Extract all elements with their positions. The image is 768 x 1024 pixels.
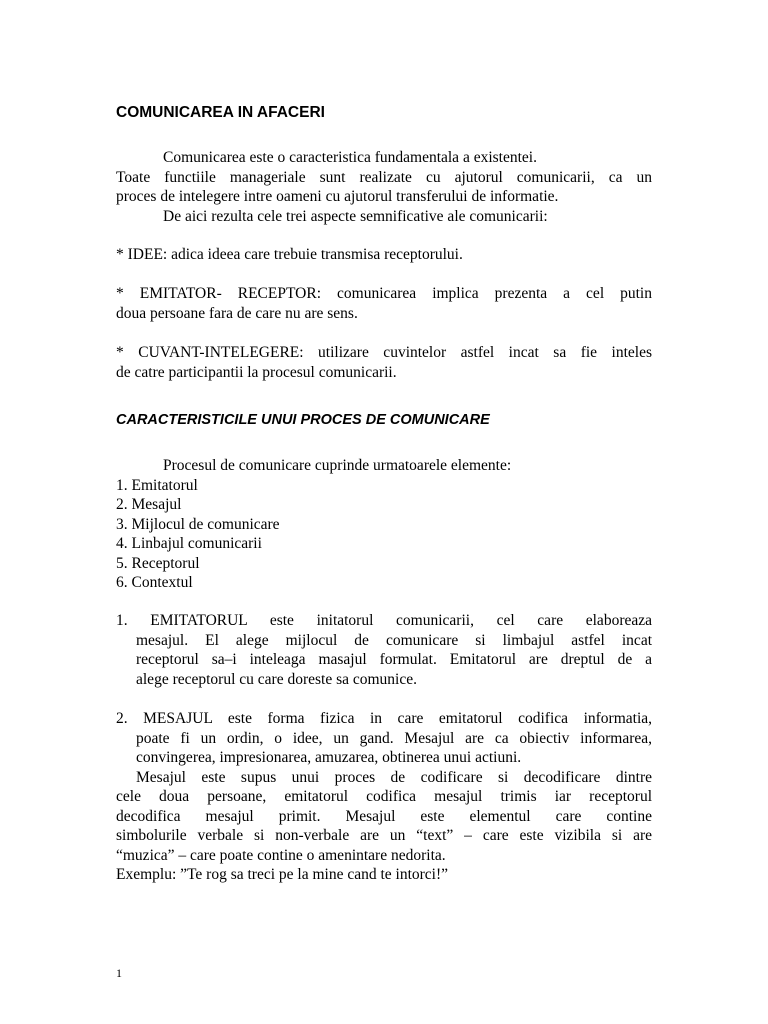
list-item: 1. Emitatorul (116, 476, 198, 494)
paragraph-line: 1. EMITATORUL este initatorul comunicarii, cel care elaboreaza (116, 612, 652, 629)
intro-paragraph (116, 148, 652, 226)
paragraph-line: alege receptorul cu care doreste sa comunice. (136, 670, 417, 688)
list-item: 2. Mesajul (116, 496, 182, 513)
section-heading: CARACTERISTICILE UNUI PROCES DE COMUNICARE (116, 412, 490, 428)
intro-line: De aici rezulta cele trei aspecte semnificative ale comunicarii: (163, 207, 548, 225)
aspect-emitator-receptor (116, 284, 652, 323)
list-item: 4. Linbajul comunicarii (116, 535, 262, 552)
mesajul-paragraph (116, 709, 652, 885)
paragraph-line: cele doua persoane, emitatorul codifica mesajul trimis iar receptorul (116, 788, 652, 805)
aspect-cuvant-intelegere (116, 343, 652, 382)
list-item: 3. Mijlocul de comunicare (116, 515, 280, 533)
paragraph-line: simbolurile verbale si non-verbale are un “text” – care este vizibila si are (116, 827, 652, 844)
example-line: Exemplu: ”Te rog sa treci pe la mine cand te intorci!” (116, 866, 449, 883)
paragraph-line: poate fi un ordin, o idee, un gand. Mesajul are ca obiectiv informarea, (136, 729, 652, 747)
list-item: 5. Receptorul (116, 554, 200, 572)
intro-line: Toate functiile manageriale sunt realizate cu ajutorul comunicarii, ca un (116, 168, 652, 186)
elements-list (116, 456, 652, 593)
aspect-idee (116, 245, 652, 265)
paragraph-line: “muzica” – care poate contine o amenintare nedorita. (116, 846, 446, 864)
aspect-line: * CUVANT-INTELEGERE: utilizare cuvintelor astfel incat sa fie inteles (116, 344, 652, 361)
aspect-line: * IDEE: adica ideea care trebuie transmisa receptorului. (116, 246, 463, 263)
paragraph-line: 2. MESAJUL este forma fizica in care emitatorul codifica informatia, (116, 710, 652, 727)
aspect-line: de catre participantii la procesul comunicarii. (116, 363, 397, 381)
paragraph-line: Mesajul este supus unui proces de codificare si decodificare dintre (136, 768, 652, 786)
paragraph-line: mesajul. El alege mijlocul de comunicare si limbajul astfel incat (136, 631, 652, 649)
elements-intro: Procesul de comunicare cuprinde urmatoarele elemente: (163, 457, 512, 474)
document-title: COMUNICAREA IN AFACERI (116, 104, 325, 121)
paragraph-line: decodifica mesajul primit. Mesajul este elementul care contine (116, 807, 652, 825)
aspect-line: * EMITATOR- RECEPTOR: comunicarea implica prezenta a cel putin (116, 285, 652, 302)
intro-line: Comunicarea este o caracteristica fundamentala a existentei. (163, 149, 537, 166)
page-number: 1 (116, 966, 122, 980)
aspect-line: doua persoane fara de care nu are sens. (116, 304, 358, 322)
intro-line: proces de intelegere intre oameni cu ajutorul transferului de informatie. (116, 188, 559, 205)
paragraph-line: convingerea, impresionarea, amuzarea, obtinerea unui actiuni. (136, 749, 522, 766)
paragraph-line: receptorul sa–i inteleaga masajul formulat. Emitatorul are dreptul de a (136, 651, 652, 668)
list-item: 6. Contextul (116, 574, 193, 591)
emitatorul-paragraph (116, 611, 652, 689)
